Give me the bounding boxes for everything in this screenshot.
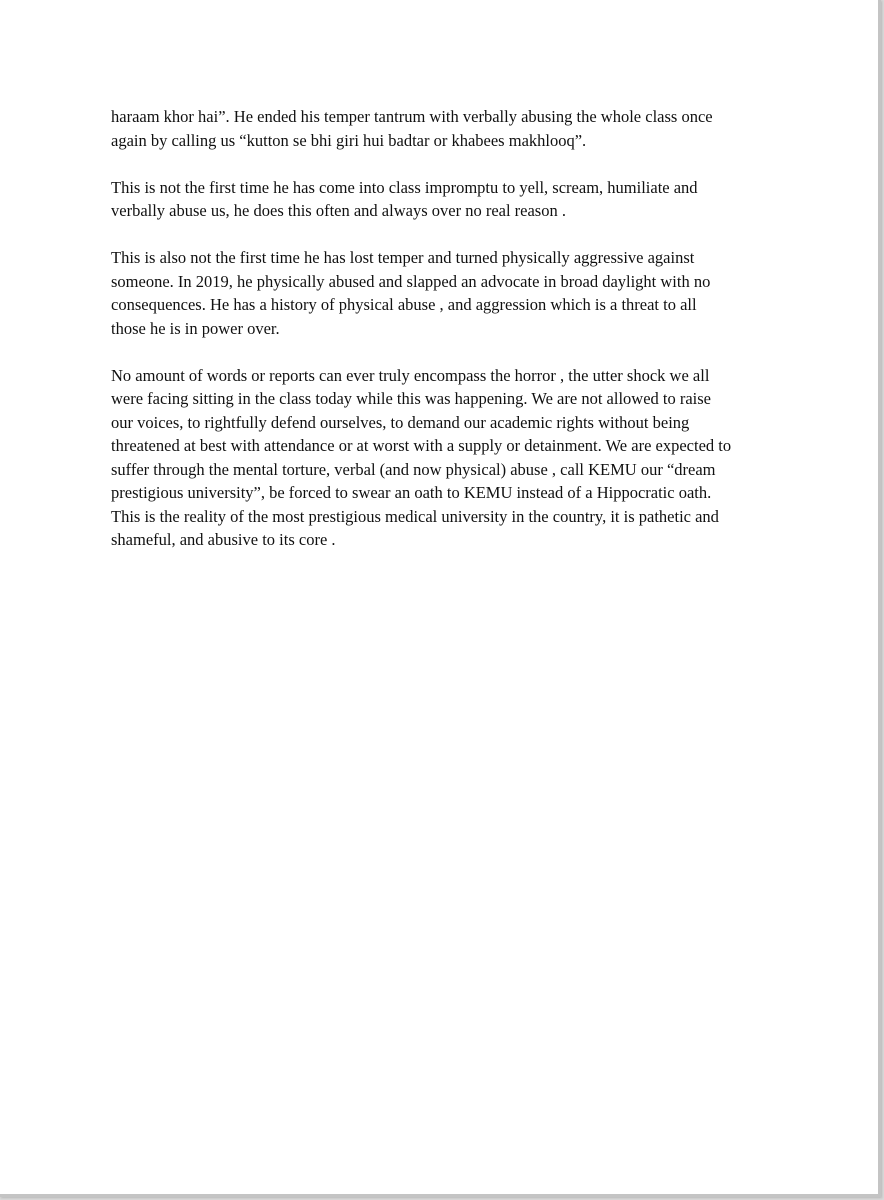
- paragraph-line: This is the reality of the most prestigious medical university in the country, it is pathetic and: [111, 506, 719, 526]
- paragraph-line: someone. In 2019, he physically abused and slapped an advocate in broad daylight with no: [111, 271, 711, 291]
- paragraph-2: [111, 176, 791, 223]
- paragraph-line: our voices, to rightfully defend ourselves, to demand our academic rights without being: [111, 412, 690, 432]
- paragraph-line: consequences. He has a history of physical abuse , and aggression which is a threat to all: [111, 295, 697, 314]
- paragraph-line: threatened at best with attendance or at worst with a supply or detainment. We are expected to: [111, 436, 732, 455]
- paragraph-line: were facing sitting in the class today while this was happening. We are not allowed to raise: [111, 389, 711, 408]
- paragraph-line: haraam khor hai”. He ended his temper tantrum with verbally abusing the whole class once: [111, 107, 713, 126]
- paragraph-line: again by calling us “kutton se bhi giri hui badtar or khabees makhlooq”.: [111, 130, 587, 150]
- paragraph-4: [111, 364, 791, 552]
- paragraph-line: shameful, and abusive to its core .: [111, 530, 336, 549]
- paragraph-line: suffer through the mental torture, verbal (and now physical) abuse , call KEMU our “dream: [111, 459, 716, 479]
- paragraph-line: This is also not the first time he has lost temper and turned physically aggressive against: [111, 248, 695, 267]
- paragraph-line: prestigious university”, be forced to swear an oath to KEMU instead of a Hippocratic oath.: [111, 483, 712, 502]
- paragraph-3: [111, 246, 791, 340]
- document-body: [111, 105, 791, 575]
- paragraph-line: No amount of words or reports can ever truly encompass the horror , the utter shock we all: [111, 365, 710, 385]
- paragraph-line: This is not the first time he has come into class impromptu to yell, scream, humiliate and: [111, 177, 698, 197]
- paragraph-1: [111, 105, 791, 152]
- paragraph-line: those he is in power over.: [111, 318, 280, 338]
- paragraph-line: verbally abuse us, he does this often and always over no real reason .: [111, 201, 566, 220]
